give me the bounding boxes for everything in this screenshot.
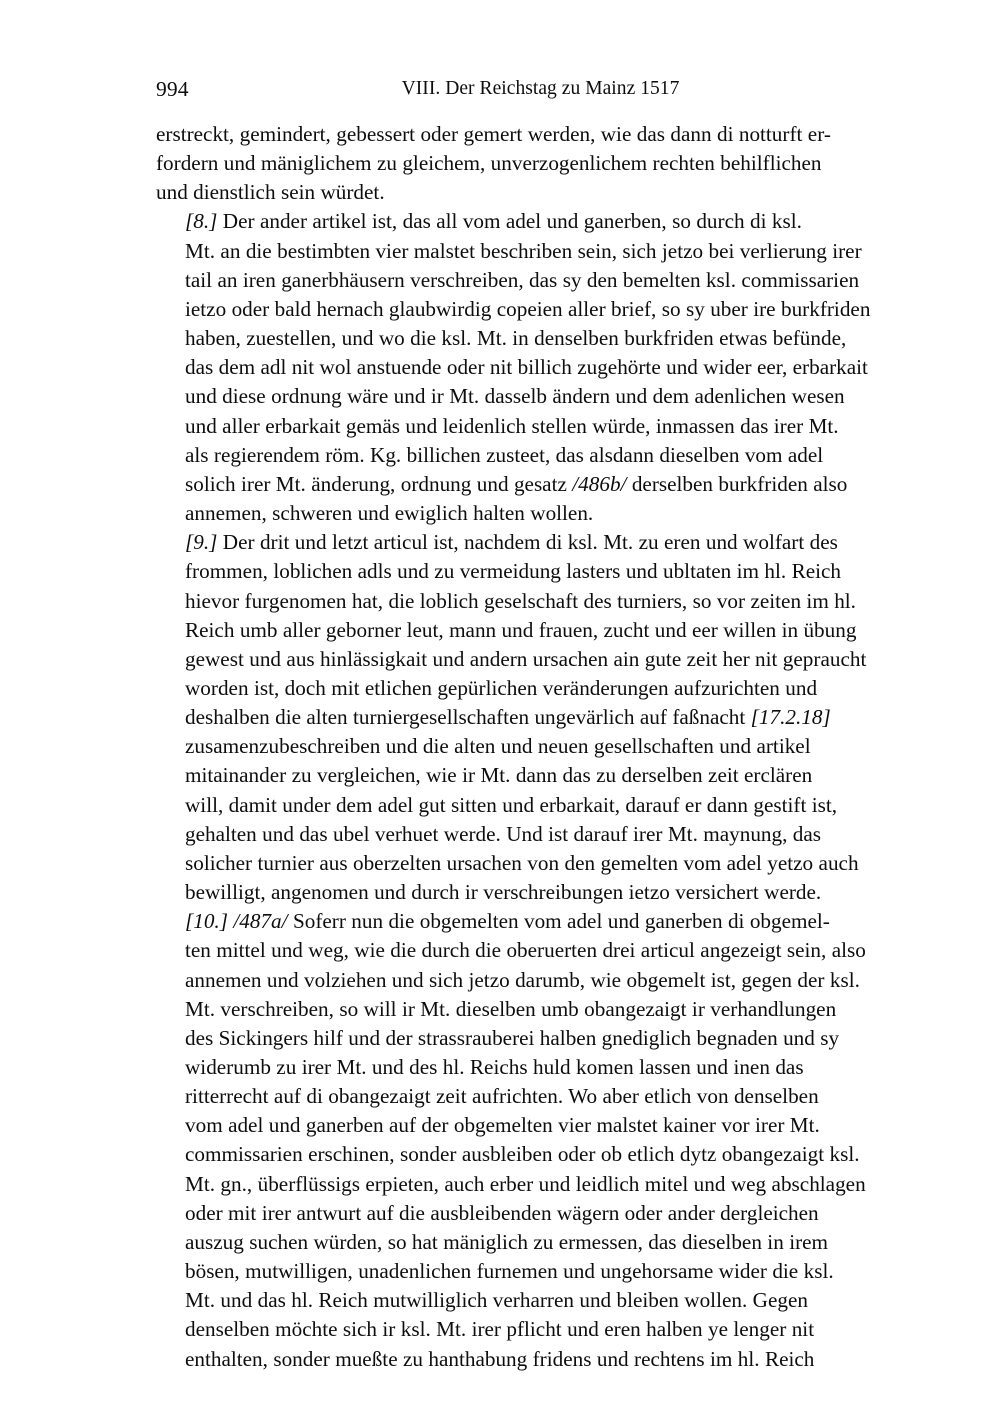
- editorial-marker: [9.]: [185, 530, 218, 555]
- text-line: und dienstlich sein würdet.: [156, 180, 385, 205]
- body-text-block: [156, 120, 918, 1374]
- text-line: commissarien erschinen, sonder ausbleiben oder ob etlich dytz obangezaigt ksl.: [185, 1142, 860, 1167]
- text-line: vom adel und ganerben auf der obgemelten vier malstet kainer vor irer Mt.: [185, 1113, 820, 1138]
- paragraph: [156, 907, 918, 1374]
- text-line: [9.] Der drit und letzt articul ist, nachdem di ksl. Mt. zu eren und wolfart des: [185, 530, 838, 555]
- text-line: hievor furgenomen hat, die loblich geselschaft des turniers, so vor zeiten im hl.: [185, 588, 856, 613]
- text-line: ritterrecht auf di obangezaigt zeit aufrichten. Wo aber etlich von denselben: [185, 1084, 819, 1109]
- text-line: worden ist, doch mit etlichen gepürlichen veränderungen aufzurichten und: [185, 675, 818, 700]
- page-number: 994: [156, 77, 189, 101]
- text-line: solicher turnier aus oberzelten ursachen von den gemelten vom adel yetzo auch: [185, 850, 859, 875]
- running-title: VIII. Der Reichstag zu Mainz 1517: [401, 78, 680, 99]
- text-line: und aller erbarkait gemäs und leidenlich stellen würde, inmassen das irer Mt.: [185, 413, 839, 438]
- editorial-marker: [17.2.18]: [750, 705, 831, 730]
- paragraph: [156, 207, 918, 528]
- text-line: auszug suchen würden, so hat mäniglich zu ermessen, das dieselben in irem: [185, 1229, 829, 1254]
- text-line: Mt. und das hl. Reich mutwilliglich verharren und bleiben wollen. Gegen: [185, 1288, 808, 1313]
- text-line: gehalten und das ubel verhuet werde. Und ist darauf irer Mt. maynung, das: [185, 821, 822, 846]
- text-line: des Sickingers hilf und der strassrauberei halben gnediglich begnaden und sy: [185, 1025, 840, 1050]
- text-line: will, damit under dem adel gut sitten und erbarkait, darauf er dann gestift ist,: [185, 792, 838, 817]
- editorial-marker: [10.]: [185, 909, 228, 934]
- text-line: solich irer Mt. änderung, ordnung und gesatz /486b/ derselben burkfriden also: [185, 471, 848, 496]
- text-line: Mt. gn., überflüssigs erpieten, auch erber und leidlich mitel und weg abschlagen: [185, 1171, 866, 1196]
- text-line: bewilligt, angenomen und durch ir verschreibungen ietzo versichert werde.: [185, 880, 822, 905]
- text-line: und diese ordnung wäre und ir Mt. dasselb ändern und dem adenlichen wesen: [185, 384, 845, 409]
- text-line: erstreckt, gemindert, gebessert oder gemert werden, wie das dann di notturft er-: [156, 122, 831, 146]
- text-line: denselben möchte sich ir ksl. Mt. irer pflicht und eren halben ye lenger nit: [185, 1317, 815, 1342]
- text-line: widerumb zu irer Mt. und des hl. Reichs huld komen lassen und inen das: [185, 1055, 804, 1079]
- text-line: frommen, loblichen adls und zu vermeidung lasters und ubltaten im hl. Reich: [185, 559, 841, 584]
- text-line: ietzo oder bald hernach glaubwirdig copeien aller brief, so sy uber ire burkfriden: [185, 296, 871, 321]
- text-line: oder mit irer antwurt auf die ausbleibenden wägern oder ander dergleichen: [185, 1200, 819, 1225]
- text-line: haben, zuestellen, und wo die ksl. Mt. in denselben burkfriden etwas befünde,: [185, 326, 847, 351]
- text-line: tail an iren ganerbhäusern verschreiben, das sy den bemelten ksl. commissarien: [185, 267, 860, 292]
- text-line: annemen, schweren und ewiglich halten wollen.: [185, 501, 594, 526]
- text-line: mitainander zu vergleichen, wie ir Mt. dann das zu derselben zeit erclären: [185, 763, 813, 788]
- text-line: gewest und aus hinlässigkait und andern ursachen ain gute zeit her nit gepraucht: [185, 646, 867, 671]
- text-line: das dem adl nit wol anstuende oder nit billich zugehörte und wider eer, erbarkait: [185, 355, 868, 380]
- text-line: zusamenzubeschreiben und die alten und neuen gesellschaften und artikel: [185, 734, 811, 759]
- text-line: enthalten, sonder mueßte zu hanthabung fridens und rechtens im hl. Reich: [185, 1346, 815, 1371]
- paragraph: [156, 528, 918, 907]
- editorial-marker: /486b/: [572, 471, 627, 496]
- text-line: Mt. verschreiben, so will ir Mt. dieselben umb obangezaigt ir verhandlungen: [185, 996, 837, 1021]
- editorial-marker: [8.]: [185, 209, 218, 234]
- text-line: als regierendem röm. Kg. billichen zusteet, das alsdann dieselben vom adel: [185, 442, 824, 467]
- text-line: ten mittel und weg, wie die durch die oberuerten drei articul angezeigt sein, also: [185, 938, 866, 963]
- text-line: annemen und volziehen und sich jetzo darumb, wie obgemelt ist, gegen der ksl.: [185, 967, 860, 992]
- text-line: [8.] Der ander artikel ist, das all vom adel und ganerben, so durch di ksl.: [185, 209, 802, 234]
- text-line: fordern und mäniglichem zu gleichem, unverzogenlichem rechten behilflichen: [156, 151, 822, 176]
- text-line: bösen, mutwilligen, unadenlichen furnemen und ungehorsame wider die ksl.: [185, 1259, 834, 1284]
- text-line: [10.] /487a/ Soferr nun die obgemelten vom adel und ganerben di obgemel-: [185, 909, 830, 934]
- editorial-marker: /487a/: [233, 909, 288, 934]
- paragraph: [156, 120, 918, 207]
- text-line: Mt. an die bestimbten vier malstet beschriben sein, sich jetzo bei verlierung irer: [185, 238, 862, 263]
- page-running-head: [156, 76, 917, 102]
- text-line: Reich umb aller geborner leut, mann und frauen, zucht und eer willen in übung: [185, 617, 857, 642]
- text-line: deshalben die alten turniergesellschaften ungevärlich auf faßnacht [17.2.18]: [185, 705, 831, 730]
